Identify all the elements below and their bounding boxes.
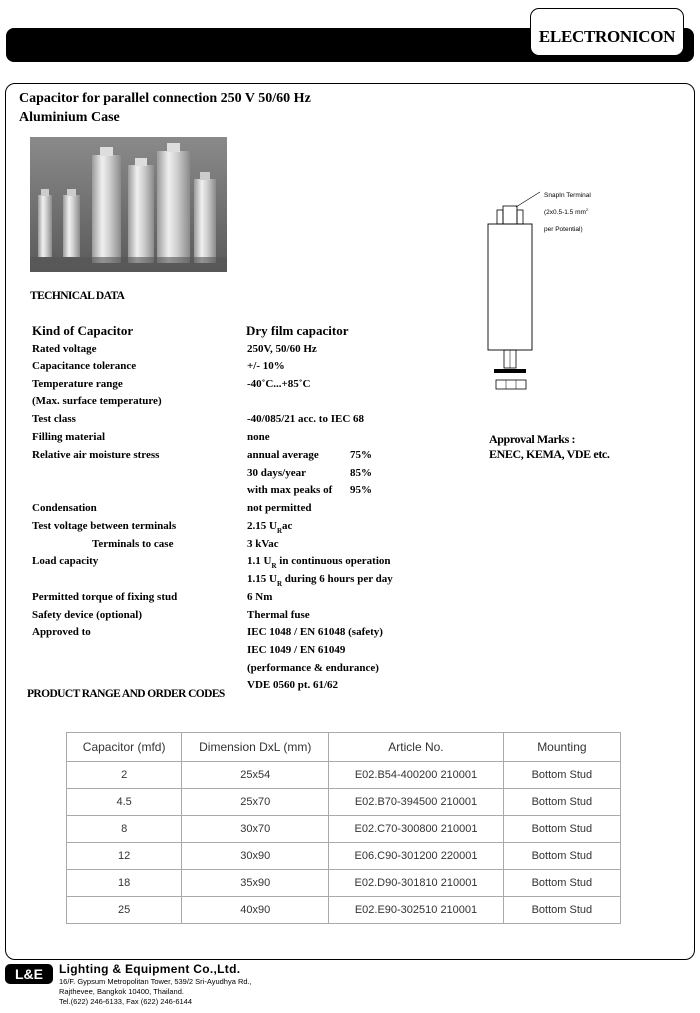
spec-temp-value: -40˚C...+85˚C xyxy=(247,378,311,390)
spec-test-voltage-label: Test voltage between terminals xyxy=(32,520,177,532)
terminal-label: SnapIn Terminal xyxy=(544,192,591,199)
column-header: Dimension DxL (mm) xyxy=(182,733,329,762)
table-cell: 25 xyxy=(67,897,182,924)
spec-torque-value: 6 Nm xyxy=(247,591,273,603)
table-cell: E02.B70-394500 210001 xyxy=(329,789,504,816)
spec-filling-value: none xyxy=(247,431,270,443)
table-cell: E02.C70-300800 210001 xyxy=(329,816,504,843)
spec-condensation-label: Condensation xyxy=(32,502,97,514)
approved-standard: IEC 1049 / EN 61049 xyxy=(247,644,346,656)
brand-name: ELECTRONICON xyxy=(538,27,676,46)
table-row xyxy=(67,762,621,789)
table-row xyxy=(67,816,621,843)
spec-moisture-label: Relative air moisture stress xyxy=(32,449,160,461)
table-row xyxy=(67,843,621,870)
table-cell: 8 xyxy=(67,816,182,843)
page-title: Capacitor for parallel connection 250 V 50/60 Hz xyxy=(19,91,311,106)
table-header-row xyxy=(67,733,621,762)
company-address-line1: 16/F. Gypsum Metropolitan Tower, 539/2 Sri-Ayudhya Rd., xyxy=(59,977,252,986)
moisture-row-label: with max peaks of xyxy=(247,484,333,496)
table-cell: Bottom Stud xyxy=(503,870,620,897)
table-cell: 25x54 xyxy=(182,762,329,789)
spec-load-line1: 1.1 $U_R$ in continuous operation xyxy=(247,555,391,570)
column-header: Mounting xyxy=(503,733,620,762)
table-cell: Bottom Stud xyxy=(503,897,620,924)
approved-standard: (performance & endurance) xyxy=(247,662,379,674)
moisture-row-label: annual average xyxy=(247,449,319,461)
table-cell: E06.C90-301200 220001 xyxy=(329,843,504,870)
spec-condensation-value: not permitted xyxy=(247,502,312,514)
company-address-line2: Rajthevee, Bangkok 10400, Thailand. xyxy=(59,987,184,996)
spec-rated-voltage-label: Rated voltage xyxy=(32,343,97,355)
table-cell: E02.D90-301810 210001 xyxy=(329,870,504,897)
table-cell: 2 xyxy=(67,762,182,789)
table-cell: 30x70 xyxy=(182,816,329,843)
table-cell: Bottom Stud xyxy=(503,816,620,843)
table-row xyxy=(67,897,621,924)
page-subtitle: Aluminium Case xyxy=(19,110,120,125)
spec-filling-label: Filling material xyxy=(32,431,106,443)
table-row xyxy=(67,789,621,816)
spec-load-line2: 1.15 $U_R$ during 6 hours per day xyxy=(247,573,393,588)
terminal-spec: (2x0.5-1.5 $mm^2$ xyxy=(544,207,589,216)
spec-rated-voltage-value: 250V, 50/60 Hz xyxy=(247,343,317,355)
spec-tolerance-label: Capacitance tolerance xyxy=(32,360,137,372)
approved-standard: IEC 1048 / EN 61048 (safety) xyxy=(247,626,383,638)
company-name: Lighting & Equipment Co.,Ltd. xyxy=(59,962,241,976)
table-row xyxy=(67,870,621,897)
approval-label: Approval Marks : xyxy=(489,432,576,446)
product-range-heading: PRODUCT RANGE AND ORDER CODES xyxy=(27,688,225,700)
spec-temp-note: (Max. surface temperature) xyxy=(32,395,162,407)
moisture-row-value: 75% xyxy=(350,449,372,461)
moisture-row-value: 95% xyxy=(350,484,372,496)
approved-standard: VDE 0560 pt. 61/62 xyxy=(247,679,339,691)
brand-logo xyxy=(530,8,684,56)
capacitor-drawing xyxy=(480,186,630,396)
table-cell: 18 xyxy=(67,870,182,897)
table-cell: E02.E90-302510 210001 xyxy=(329,897,504,924)
product-photo xyxy=(30,137,227,272)
technical-data-heading: TECHNICAL DATA xyxy=(30,290,125,302)
spec-terminals-case-label: Terminals to case xyxy=(92,538,174,550)
spec-test-class-value: -40/085/21 acc. to IEC 68 xyxy=(247,413,365,425)
company-logo: L&E xyxy=(5,964,53,984)
spec-load-label: Load capacity xyxy=(32,555,99,567)
table-cell: 12 xyxy=(67,843,182,870)
table-cell: E02.B54-400200 210001 xyxy=(329,762,504,789)
column-header: Article No. xyxy=(329,733,504,762)
table-cell: Bottom Stud xyxy=(503,789,620,816)
moisture-row-value: 85% xyxy=(350,467,372,479)
column-header: Capacitor (mfd) xyxy=(67,733,182,762)
spec-temp-label: Temperature range xyxy=(32,378,123,390)
spec-tolerance-value: +/- 10% xyxy=(247,360,285,372)
spec-kind-label: Kind of Capacitor xyxy=(32,323,134,338)
spec-kind-value: Dry film capacitor xyxy=(246,323,349,338)
table-cell: 30x90 xyxy=(182,843,329,870)
approval-marks xyxy=(489,432,609,462)
spec-test-voltage-value: 2.15 $U_Rac$ xyxy=(247,520,293,535)
spec-test-class-label: Test class xyxy=(32,413,76,425)
company-contact: Tel.(622) 246-6133, Fax (622) 246-6144 xyxy=(59,997,193,1006)
table-cell: 25x70 xyxy=(182,789,329,816)
spec-terminals-case-value: 3 kVac xyxy=(247,538,279,550)
terminal-note: per Potential) xyxy=(544,226,583,233)
product-range-table xyxy=(66,732,621,924)
spec-approved-label: Approved to xyxy=(32,626,91,638)
moisture-row-label: 30 days/year xyxy=(247,467,306,479)
spec-safety-value: Thermal fuse xyxy=(247,609,310,621)
table-cell: Bottom Stud xyxy=(503,762,620,789)
table-cell: Bottom Stud xyxy=(503,843,620,870)
spec-safety-label: Safety device (optional) xyxy=(32,609,142,621)
table-cell: 4.5 xyxy=(67,789,182,816)
table-cell: 40x90 xyxy=(182,897,329,924)
table-cell: 35x90 xyxy=(182,870,329,897)
spec-torque-label: Permitted torque of fixing stud xyxy=(32,591,178,603)
approval-value: ENEC, KEMA, VDE etc. xyxy=(489,447,610,461)
